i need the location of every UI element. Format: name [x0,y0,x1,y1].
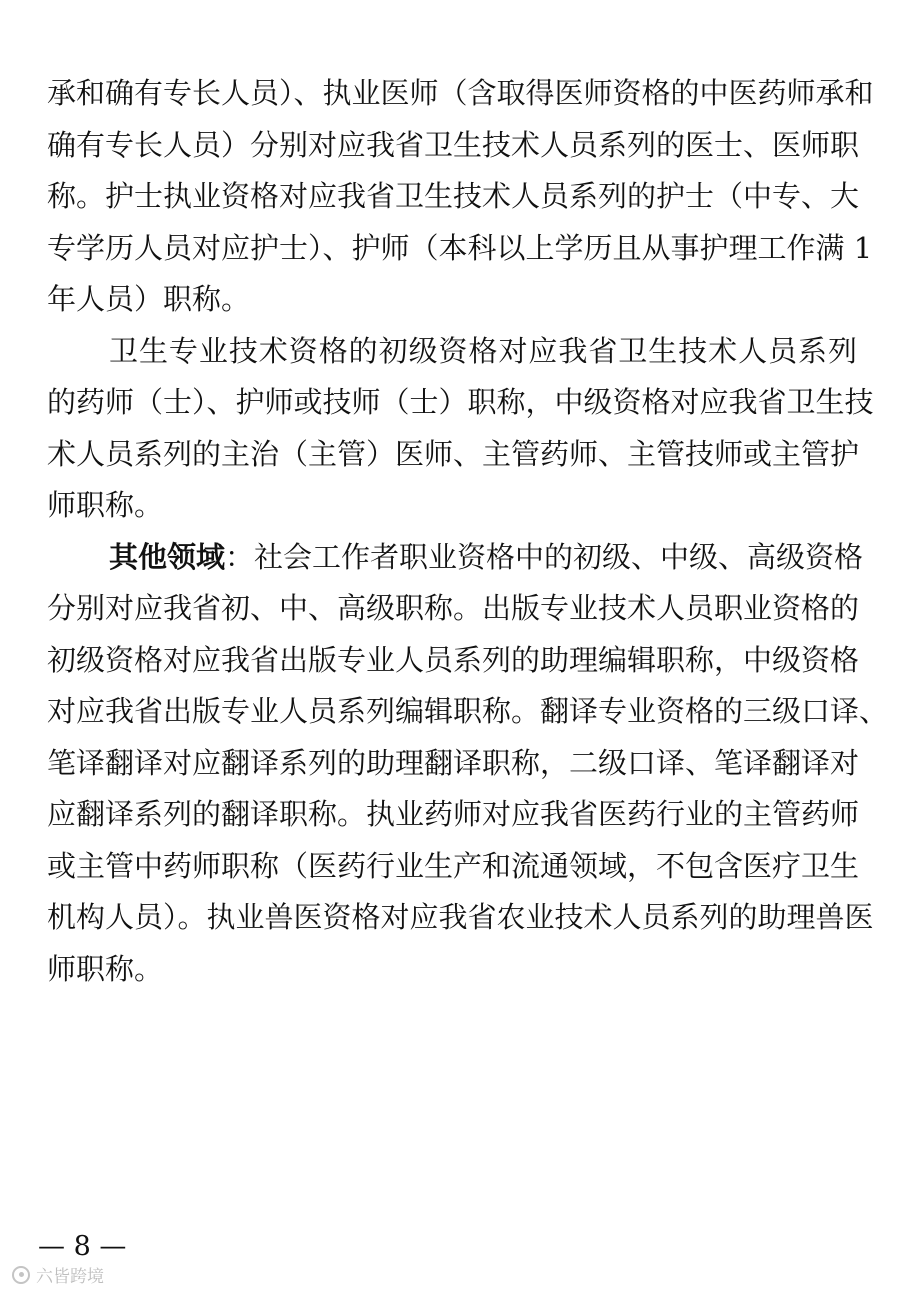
paragraph-line: 或主管中药师职称（医药行业生产和流通领域，不包含医疗卫生 [47,848,860,883]
paragraph-line: 的药师（士）、护师或技师（士）职称，中级资格对应我省卫生技 [47,385,874,419]
paragraph-line: 师职称。 [47,951,164,986]
paragraph-line: 卫生专业技术资格的初级资格对应我省卫生技术人员系列 [109,333,857,368]
paragraph-line: 笔译翻译对应翻译系列的助理翻译职称，二级口译、笔译翻译对 [47,745,860,780]
watermark-text: 六皆跨境 [36,1267,104,1287]
section-heading: 其他领域 [109,539,226,574]
paragraph-line: 术人员系列的主治（主管）医师、主管药师、主管技师或主管护 [47,436,860,471]
paragraph-text: ：社会工作者职业资格中的初级、中级、高级资格 [225,539,864,574]
paragraph-line: 确有专长人员）分别对应我省卫生技术人员系列的医士、医师职 [47,127,860,162]
paragraph-line: 承和确有专长人员）、执业医师（含取得医师资格的中医药师承和 [47,76,874,110]
paragraph-line: 专学历人员对应护士）、护师（本科以上学历且从事护理工作满 1 [47,230,873,265]
body-text [47,68,889,995]
camera-logo-icon [12,1266,30,1284]
paragraph-line: 称。护士执业资格对应我省卫生技术人员系列的护士（中专、大 [47,179,860,213]
paragraph-line: 对应我省出版专业人员系列编辑职称。翻译专业资格的三级口译、 [47,694,889,728]
paragraph-line: 年人员）职称。 [47,282,251,316]
paragraph-first-line [47,532,864,584]
paragraph-line: 机构人员）。执业兽医资格对应我省农业技术人员系列的助理兽医 [47,900,874,934]
paragraph-line: 应翻译系列的翻译职称。执业药师对应我省医药行业的主管药师 [47,797,860,831]
paragraph-line: 师职称。 [47,488,164,522]
paragraph-line: 分别对应我省初、中、高级职称。出版专业技术人员职业资格的 [47,591,860,625]
paragraph-line: 初级资格对应我省出版专业人员系列的助理编辑职称，中级资格 [47,642,860,677]
page-number: — 8 — [38,1231,127,1262]
watermark [12,1262,104,1287]
